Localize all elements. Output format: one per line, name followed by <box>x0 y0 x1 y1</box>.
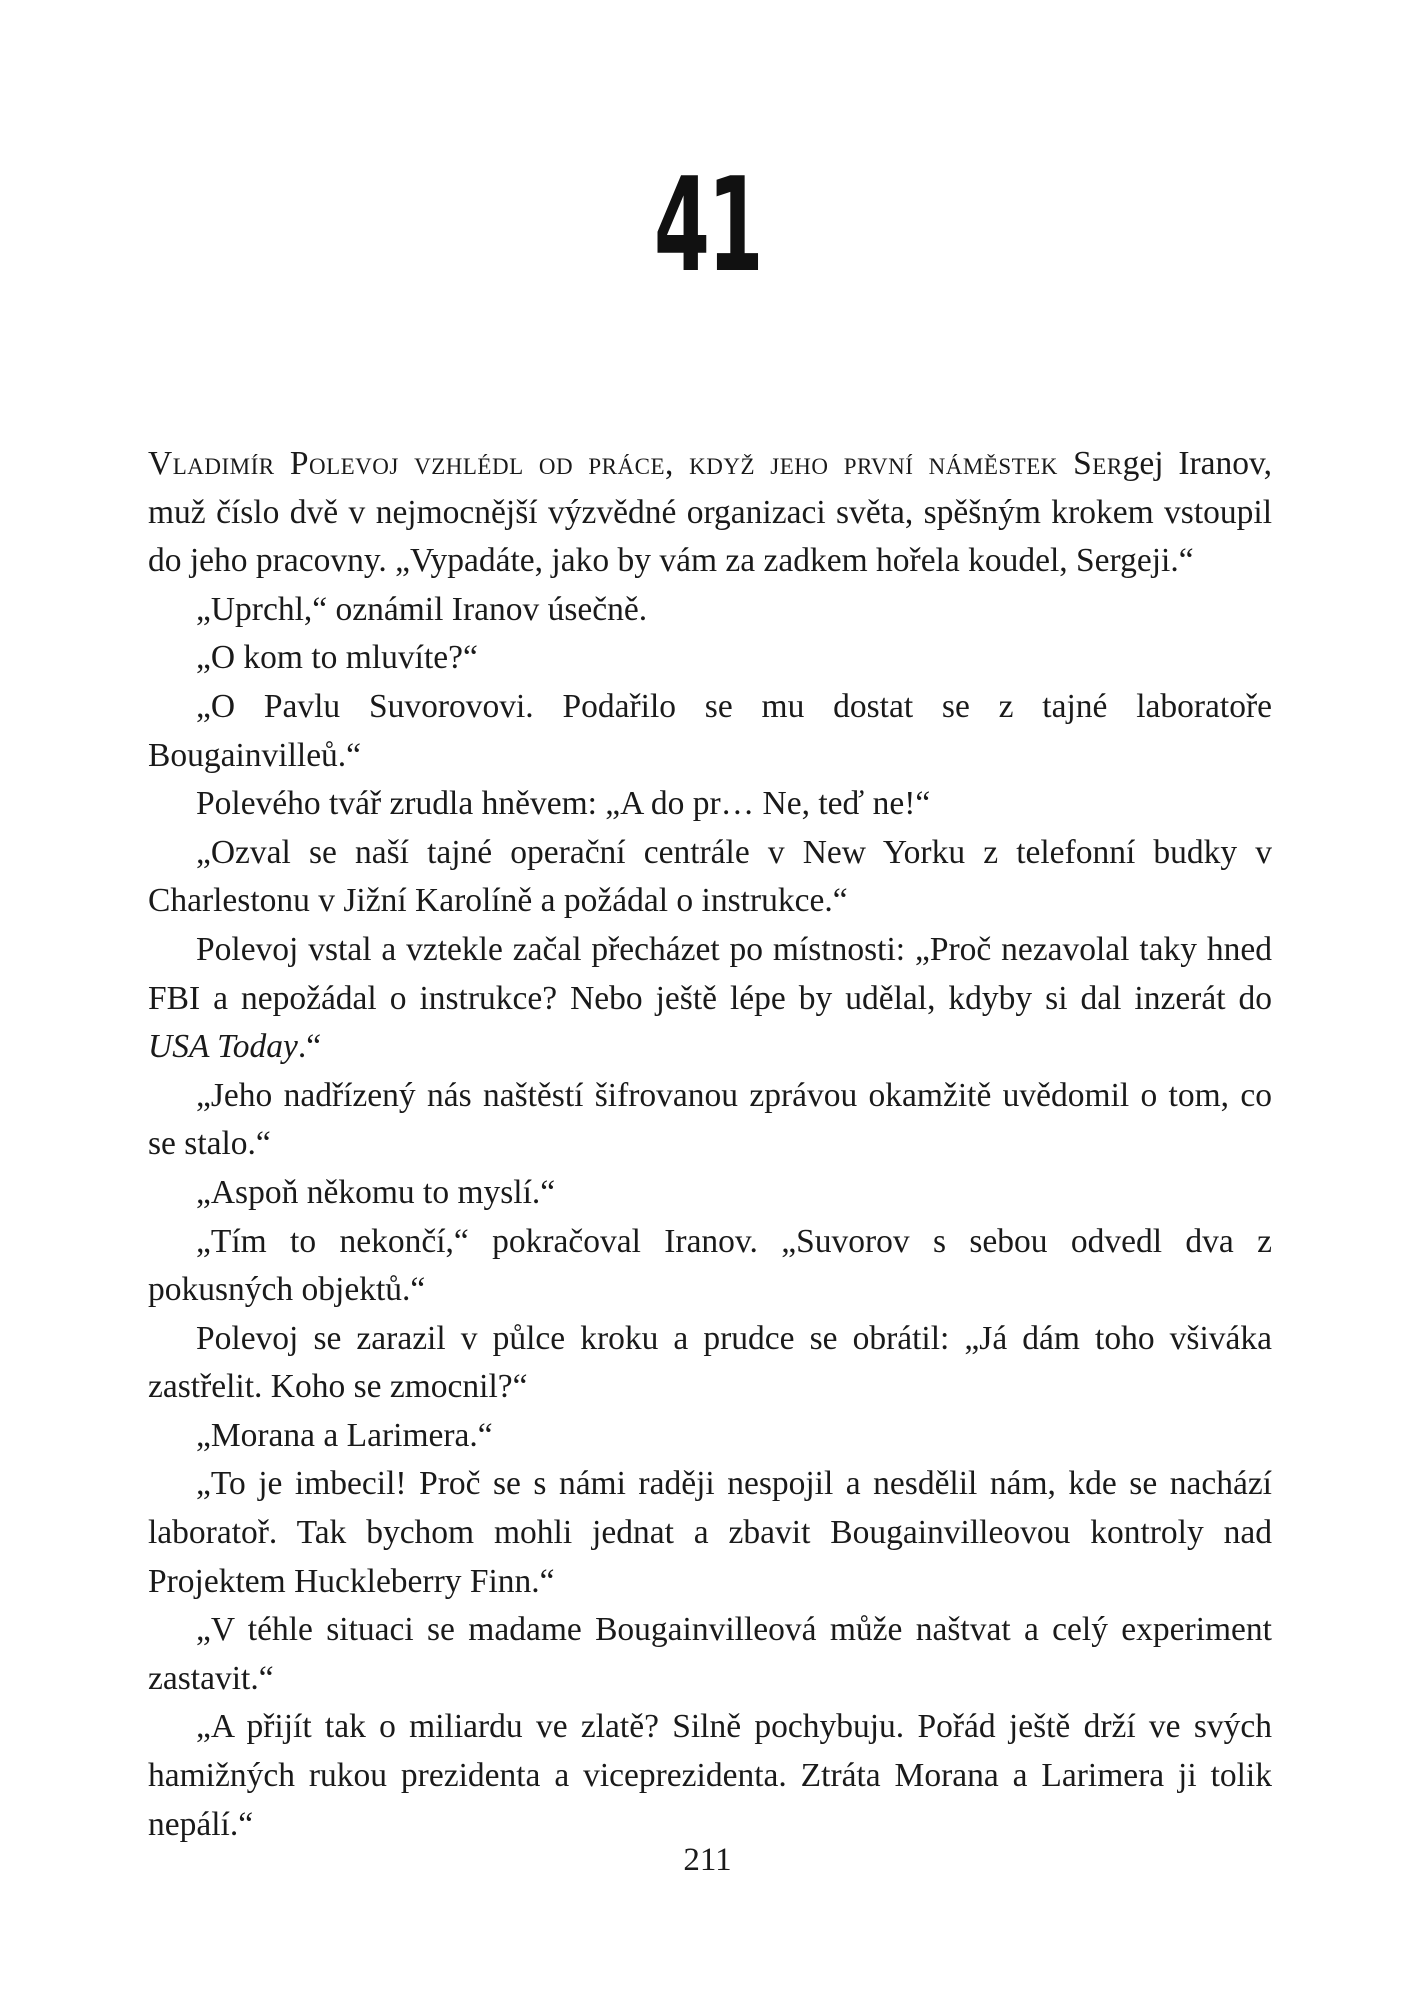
paragraph: „To je imbecil! Proč se s námi raději nespojil a nesdělil nám, kde se nachází laboratoř. Tak bychom mohli jednat a zbavit Bougainvilleovou kontroly nad Projektem Huckleberry Finn.“ <box>148 1465 1272 1600</box>
body-text <box>148 440 1272 1849</box>
newspaper-title: USA Today <box>148 1028 298 1066</box>
paragraph: „Ozval se naší tajné operační centrále v New Yorku z telefonní budky v Charlestonu v Jižní Karolíně a požádal o instrukce.“ <box>148 833 1272 920</box>
paragraph: „Tím to nekončí,“ pokračoval Iranov. „Suvorov s sebou odvedl dva z pokusných objektů.“ <box>148 1222 1272 1309</box>
opening-small-caps: Vladimír Polevoj vzhlédl od práce, když jeho první náměstek Ser <box>148 445 1123 482</box>
paragraph: „Aspoň někomu to myslí.“ <box>196 1173 556 1211</box>
chapter-number: 41 <box>653 149 762 301</box>
paragraph: Polevého tvář zrudla hněvem: „A do pr… Ne, teď ne!“ <box>196 785 931 823</box>
paragraph: Vladimír Polevoj vzhlédl od práce, když jeho první náměstek Sergej Iranov, muž číslo dvě v nejmocnější výzvědné organizaci světa, spěšným krokem vstoupil do jeho pracovny. „Vypadáte, jako by vám za zadkem hořela koudel, Sergeji.“ <box>148 445 1272 580</box>
page-number: 211 <box>683 1842 732 1878</box>
paragraph: „O kom to mluvíte?“ <box>196 639 478 677</box>
paragraph: „V téhle situaci se madame Bougainvilleová může naštvat a celý experiment zastavit.“ <box>148 1611 1272 1697</box>
paragraph: „A přijít tak o miliardu ve zlatě? Silně pochybuju. Pořád ještě drží ve svých hamižných rukou prezidenta a viceprezidenta. Ztráta Morana a Larimera ji tolik nepálí.“ <box>148 1708 1272 1843</box>
paragraph: Polevoj se zarazil v půlce kroku a prudce se obrátil: „Já dám toho všiváka zastřelit. Koho se zmocnil?“ <box>148 1319 1272 1406</box>
paragraph: Polevoj vstal a vztekle začal přecházet po místnosti: „Proč nezavolal taky hned FBI a nepožádal o instrukce? Nebo ještě lépe by udělal, kdyby si dal inzerát do USA Today.“ <box>148 930 1272 1066</box>
paragraph: „Uprchl,“ oznámil Iranov úsečně. <box>196 590 648 628</box>
paragraph: „Morana a Larimera.“ <box>196 1416 493 1454</box>
paragraph: „O Pavlu Suvorovovi. Podařilo se mu dostat se z tajné laboratoře Bougainvilleů.“ <box>148 687 1272 774</box>
paragraph: „Jeho nadřízený nás naštěstí šifrovanou zprávou okamžitě uvědomil o tom, co se stalo.“ <box>148 1076 1272 1163</box>
